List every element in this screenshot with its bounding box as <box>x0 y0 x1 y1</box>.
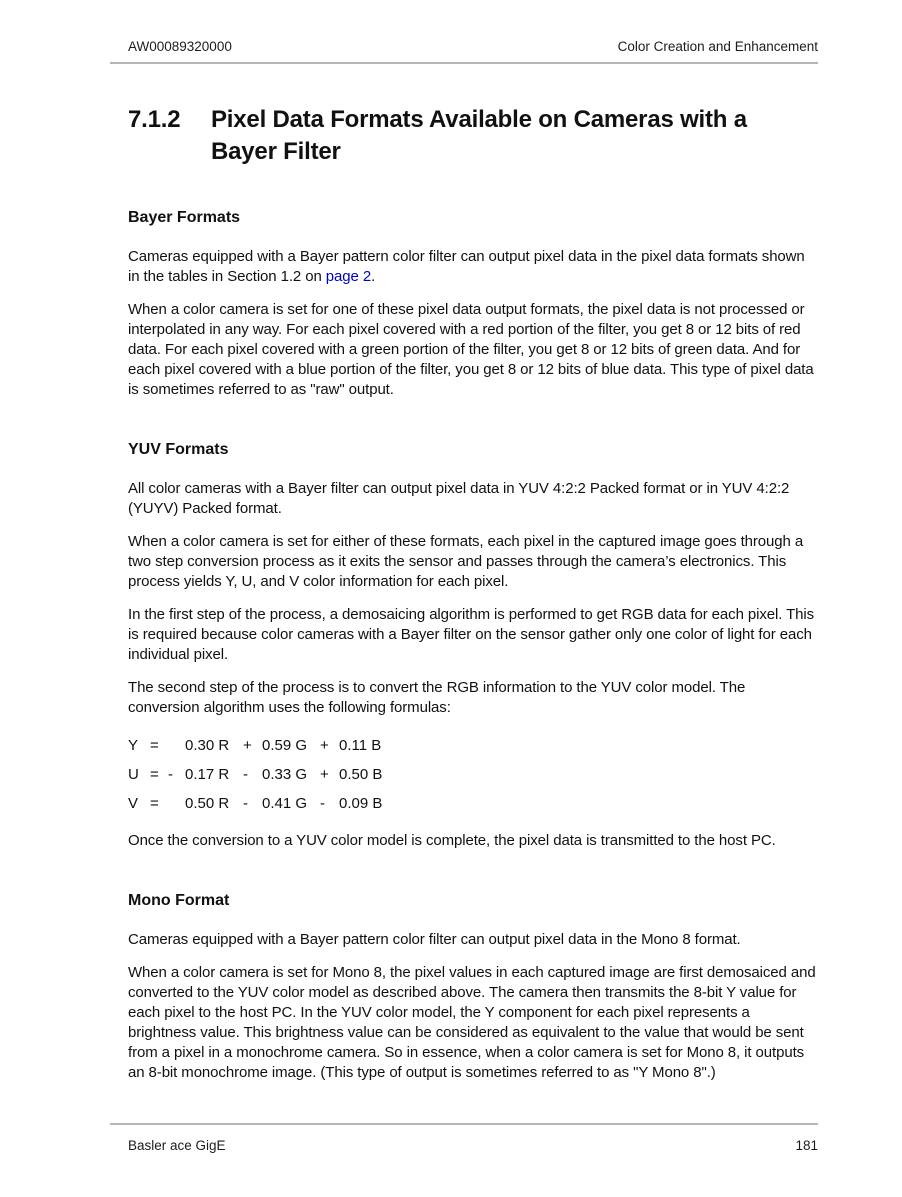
term-r: 0.17 R <box>185 766 230 783</box>
term-g: 0.59 G <box>262 737 308 754</box>
header-doc-id: AW00089320000 <box>128 39 232 54</box>
page-2-link[interactable]: page 2 <box>325 268 372 285</box>
formula-y <box>128 731 818 760</box>
operator: + <box>320 766 329 783</box>
formula-variable: V <box>128 795 139 812</box>
leading-sign: - <box>168 766 173 783</box>
operator: - <box>243 766 248 783</box>
paragraph-yuv-3: In the first step of the process, a demosaicing algorithm is performed to get RGB data for each pixel. This is required because color cameras with a Bayer filter on the sensor gather only one color of light for each individual pixel. <box>128 606 815 663</box>
paragraph-mono-2: When a color camera is set for Mono 8, the pixel values in each captured image are first demosaiced and converted to the YUV color model as described above. The camera then transmits the 8-bit Y value for each pixel to the host PC. In the YUV color model, the Y component for each pixel represents a brightness value. This brightness value can be considered as equivalent to the value that would be sent from a pixel in a monochrome camera. So in essence, when a color camera is set for Mono 8, it outputs an 8-bit monochrome image. (This type of output is sometimes referred to as "Y Mono 8".) <box>128 964 816 1081</box>
section-number: 7.1.2 <box>128 106 181 133</box>
operator: - <box>243 795 248 812</box>
paragraph-yuv-2: When a color camera is set for either of these formats, each pixel in the captured image goes through a two step conversion process as it exits the sensor and passes through the camera’s electronics. This process yields Y, U, and V color information for each pixel. <box>128 533 804 590</box>
header-chapter-title: Color Creation and Enhancement <box>617 39 818 54</box>
equals-sign: = <box>150 795 159 812</box>
term-r: 0.50 R <box>185 795 230 812</box>
section-title-line1: Pixel Data Formats Available on Cameras with a <box>211 106 747 133</box>
paragraph-yuv-1: All color cameras with a Bayer filter can output pixel data in YUV 4:2:2 Packed format or in YUV 4:2:2 (YUYV) Packed format. <box>128 480 790 517</box>
paragraph-bayer-2: When a color camera is set for one of these pixel data output formats, the pixel data is not processed or interpolated in any way. For each pixel covered with a red portion of the filter, you get 8 or 12 bits of red data. For each pixel covered with a green portion of the filter, you get 8 or 12 bits of green data. And for each pixel covered with a blue portion of the filter, you get 8 or 12 bits of blue data. This type of pixel data is sometimes referred to as "raw" output. <box>128 301 814 398</box>
term-b: 0.11 B <box>339 737 382 754</box>
page-header <box>128 0 818 55</box>
section-title-text <box>211 104 747 168</box>
paragraph-yuv-4: The second step of the process is to convert the RGB information to the YUV color model. The conversion algorithm uses the following formulas: <box>128 679 746 716</box>
heading-mono-format: Mono Format <box>128 892 230 909</box>
formula-v <box>128 789 818 818</box>
paragraph-mono-1: Cameras equipped with a Bayer pattern color filter can output pixel data in the Mono 8 format. <box>128 931 741 948</box>
paragraph-bayer-1-text: Cameras equipped with a Bayer pattern color filter can output pixel data in the pixel data formats shown in the tables in Section 1.2 on <box>128 248 805 285</box>
section-title-line2: Bayer Filter <box>211 138 341 165</box>
operator: - <box>320 795 325 812</box>
term-r: 0.30 R <box>185 737 230 754</box>
paragraph-bayer-1 <box>128 247 818 287</box>
footer-page-number: 181 <box>795 1138 818 1153</box>
heading-yuv-formats: YUV Formats <box>128 441 229 458</box>
formula-variable: Y <box>128 737 139 754</box>
footer-product-name: Basler ace GigE <box>128 1138 226 1153</box>
equals-sign: = <box>150 737 159 754</box>
operator: + <box>320 737 329 754</box>
section-title <box>128 104 818 168</box>
paragraph-yuv-5: Once the conversion to a YUV color model is complete, the pixel data is transmitted to the host PC. <box>128 832 776 849</box>
footer-rule <box>110 1123 818 1125</box>
term-g: 0.41 G <box>262 795 308 812</box>
paragraph-bayer-1-period: . <box>371 268 376 285</box>
equals-sign: = <box>150 766 159 783</box>
term-b: 0.50 B <box>339 766 383 783</box>
formula-u <box>128 760 818 789</box>
header-rule <box>110 62 818 64</box>
heading-bayer-formats: Bayer Formats <box>128 209 241 226</box>
operator: + <box>243 737 252 754</box>
yuv-conversion-formulas <box>128 731 818 818</box>
term-b: 0.09 B <box>339 795 383 812</box>
leading-sign <box>168 731 185 760</box>
formula-variable: U <box>128 766 139 783</box>
term-g: 0.33 G <box>262 766 308 783</box>
page-footer <box>128 1123 818 1154</box>
leading-sign <box>168 789 185 818</box>
